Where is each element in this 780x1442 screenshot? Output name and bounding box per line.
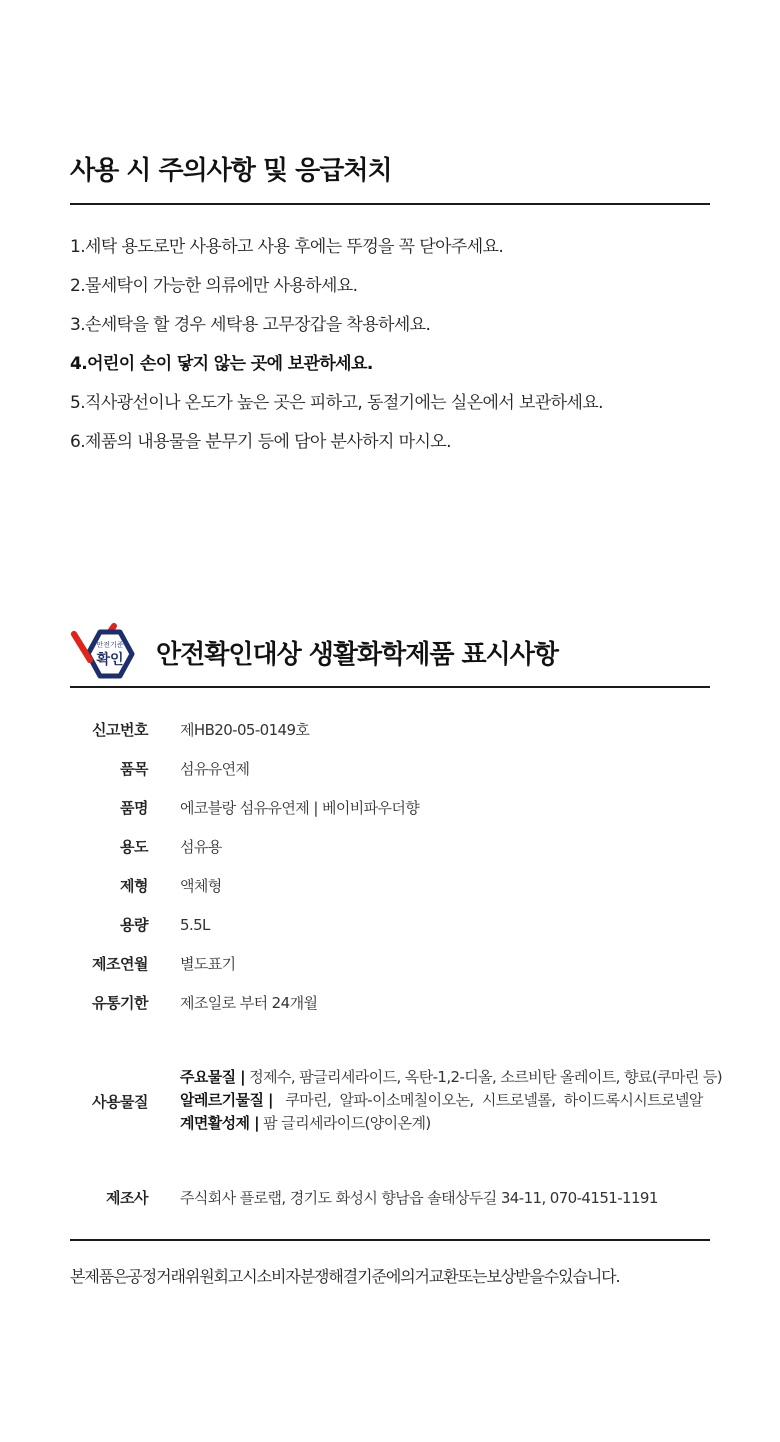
- materials-lines: [180, 1066, 722, 1135]
- info-label: 제조사: [106, 1189, 148, 1207]
- info-label: 사용물질: [92, 1093, 148, 1111]
- label-info-table: [70, 712, 720, 1024]
- material-line: [180, 1112, 722, 1135]
- info-row-report-number: [70, 712, 720, 751]
- precaution-item: 5.직사광선이나 온도가 높은 곳은 피하고, 동절기에는 실온에서 보관하세요.: [70, 393, 603, 413]
- material-line: [180, 1089, 722, 1112]
- info-row-expiry: [70, 985, 720, 1024]
- precaution-item: 6.제품의 내용물을 분무기 등에 담아 분사하지 마시오.: [70, 432, 451, 452]
- info-label: 품명: [120, 799, 148, 817]
- info-value: 제조일로 부터 24개월: [180, 994, 318, 1012]
- divider: [70, 203, 710, 205]
- material-text: 정제수, 팜글리세라이드, 옥탄-1,2-디올, 소르비탄 올레이트, 향료(쿠마린 등): [245, 1068, 723, 1086]
- info-value: 별도표기: [180, 955, 236, 973]
- material-text: 쿠마린, 알파-이소메칠이오논, 시트로넬롤, 하이드록시시트로넬알: [272, 1091, 703, 1109]
- info-label: 유통기한: [92, 994, 148, 1012]
- info-value: 주식회사 플로랩, 경기도 화성시 향남읍 솔태상두길 34-11, 070-4151-1191: [180, 1189, 658, 1207]
- info-label: 용량: [120, 916, 148, 934]
- material-key: 계면활성제 |: [180, 1114, 259, 1132]
- divider: [70, 1239, 710, 1241]
- info-value: 에코블랑 섬유유연제 | 베이비파우더향: [180, 799, 420, 817]
- material-key: 주요물질 |: [180, 1068, 246, 1086]
- material-line: [180, 1066, 722, 1089]
- info-value: 액체형: [180, 877, 222, 895]
- precaution-item: 2.물세탁이 가능한 의류에만 사용하세요.: [70, 276, 358, 296]
- info-label: 제형: [120, 877, 148, 895]
- info-label: 용도: [120, 838, 148, 856]
- badge-top-text: 안전기준: [96, 641, 124, 649]
- footer-notice: 본제품은공정거래위원회고시소비자분쟁해결기준에의거교환또는보상받을수있습니다.: [70, 1267, 620, 1286]
- info-label: 신고번호: [92, 721, 148, 739]
- info-row-materials: [70, 1066, 723, 1138]
- precaution-item: 3.손세탁을 할 경우 세탁용 고무장갑을 착용하세요.: [70, 315, 431, 335]
- info-row-manufacturer: [70, 1180, 720, 1216]
- badge-main-text: 확인: [96, 652, 124, 668]
- info-value: 섬유유연제: [180, 760, 250, 778]
- info-value: 제HB20-05-0149호: [180, 721, 310, 739]
- info-value: 섬유용: [180, 838, 222, 856]
- label-section-header: [70, 620, 710, 680]
- info-label: 제조연월: [92, 955, 148, 973]
- info-row-manufacture-date: [70, 946, 720, 985]
- divider: [70, 686, 710, 688]
- info-row-volume: [70, 907, 720, 946]
- material-key: 알레르기물질 |: [180, 1091, 273, 1109]
- safety-standard-badge: [70, 620, 142, 680]
- precaution-item-emphasized: 4.어린이 손이 닿지 않는 곳에 보관하세요.: [70, 354, 373, 374]
- precautions-list: [70, 232, 720, 466]
- info-value: 5.5L: [180, 916, 210, 934]
- info-row-product-name: [70, 790, 720, 829]
- info-row-form: [70, 868, 720, 907]
- material-text: 팜 글리세라이드(양이온계): [258, 1114, 431, 1132]
- precaution-item: 1.세탁 용도로만 사용하고 사용 후에는 뚜껑을 꼭 닫아주세요.: [70, 237, 504, 257]
- info-label: 품목: [120, 760, 148, 778]
- info-row-usage: [70, 829, 720, 868]
- precautions-title: 사용 시 주의사항 및 응급처치: [70, 156, 392, 186]
- info-row-category: [70, 751, 720, 790]
- label-section-title: 안전확인대상 생활화학제품 표시사항: [156, 640, 558, 670]
